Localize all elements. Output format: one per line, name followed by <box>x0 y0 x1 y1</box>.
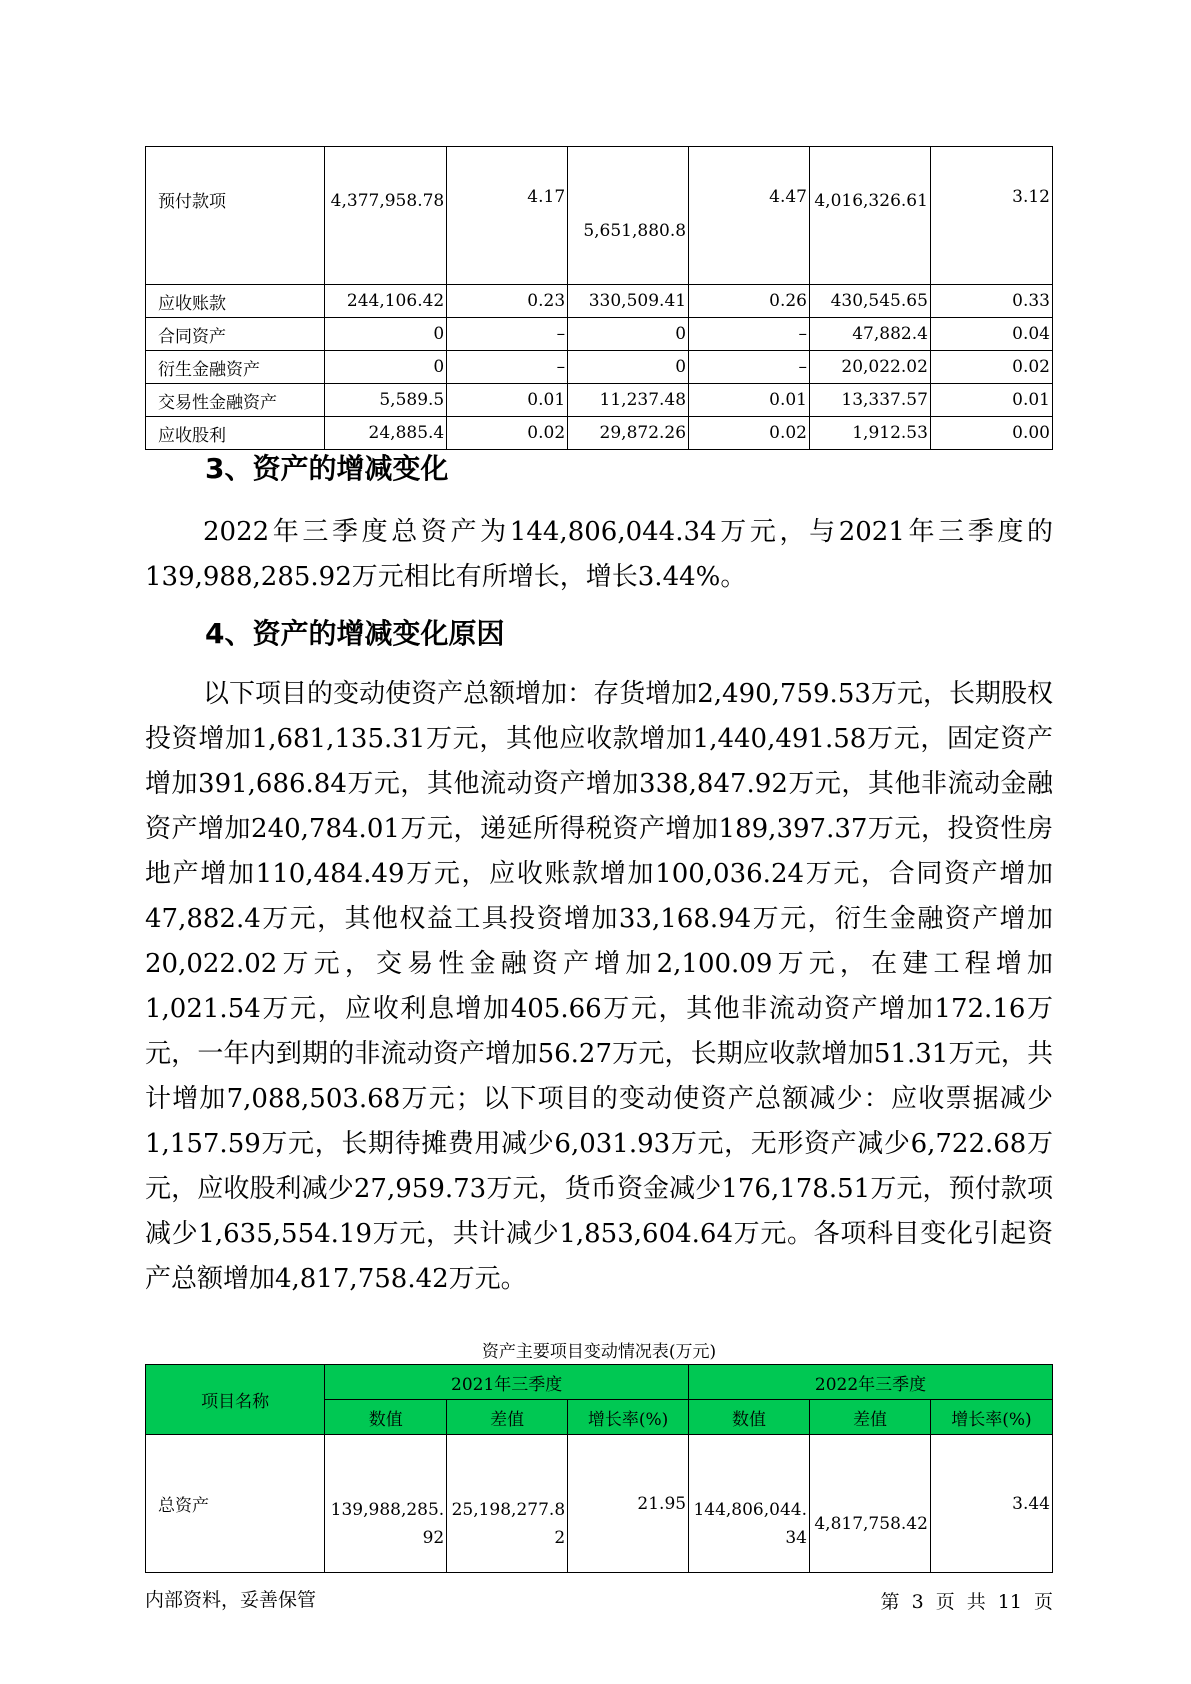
cell-value-2020: 0 <box>325 318 447 351</box>
asset-items-table <box>145 146 1053 450</box>
asset-change-table <box>145 1364 1053 1573</box>
header-diff-1: 差值 <box>447 1400 568 1435</box>
cell-ratio-2022: 0.00 <box>930 417 1052 450</box>
cell-ratio-2021: 4.47 <box>689 147 810 285</box>
header-item-name: 项目名称 <box>146 1365 325 1435</box>
cell-value-2021: 0 <box>568 351 689 384</box>
cell-ratio-2020: – <box>447 351 568 384</box>
header-rate-2: 增长率(%) <box>930 1400 1052 1435</box>
cell-ratio-2021: – <box>689 351 810 384</box>
row-rate-1: 21.95 <box>568 1435 689 1573</box>
row-name: 合同资产 <box>146 318 325 351</box>
cell-value-2022: 20,022.02 <box>810 351 931 384</box>
cell-ratio-2022: 0.04 <box>930 318 1052 351</box>
header-value-1: 数值 <box>325 1400 447 1435</box>
row-value-1: 139,988,285.92 <box>325 1435 447 1573</box>
table-row <box>146 318 1053 351</box>
table-row <box>146 1435 1053 1573</box>
row-name: 应收账款 <box>146 285 325 318</box>
cell-ratio-2022: 0.33 <box>930 285 1052 318</box>
cell-value-2022: 1,912.53 <box>810 417 931 450</box>
table-row <box>146 351 1053 384</box>
cell-ratio-2021: 0.02 <box>689 417 810 450</box>
cell-value-2022: 430,545.65 <box>810 285 931 318</box>
cell-value-2021: 11,237.48 <box>568 384 689 417</box>
cell-ratio-2020: – <box>447 318 568 351</box>
section-3-heading: 3、资产的增减变化 <box>205 452 449 485</box>
section-3-paragraph: 2022年三季度总资产为144,806,044.34万元，与2021年三季度的139,988,285.92万元相比有所增长，增长3.44%。 <box>145 517 1053 592</box>
cell-ratio-2021: – <box>689 318 810 351</box>
cell-value-2022: 47,882.4 <box>810 318 931 351</box>
row-rate-2: 3.44 <box>930 1435 1052 1573</box>
cell-ratio-2021: 0.01 <box>689 384 810 417</box>
cell-ratio-2022: 3.12 <box>930 147 1052 285</box>
section-4-paragraph: 以下项目的变动使资产总额增加：存货增加2,490,759.53万元，长期股权投资增加1,681,135.31万元，其他应收款增加1,440,491.58万元，固定资产增加391,686.84万元，其他流动资产增加338,847.92万元，其他非流动金融资产增加240,784.01万元，递延所得税资产增加189,397.37万元，投资性房地产增加110,484.49万元，应收账款增加100,036.24万元，合同资产增加47,882.4万元，其他权益工具投资增加33,168.94万元，衍生金融资产增加20,022.02万元，交易性金融资产增加2,100.09万元，在建工程增加1,021.54万元，应收利息增加405.66万元，其他非流动资产增加172.16万元，一年内到期的非流动资产增加56.27万元，长期应收款增加51.31万元，共计增加7,088,503.68万元；以下项目的变动使资产总额减少：应收票据减少1,157.59万元，长期待摊费用减少6,031.93万元，无形资产减少6,722.68万元，应收股利减少27,959.73万元，货币资金减少176,178.51万元，预付款项减少1,635,554.19万元，共计减少1,853,604.64万元。各项科目变化引起资产总额增加4,817,758.42万元。 <box>145 679 1053 1294</box>
cell-ratio-2020: 0.02 <box>447 417 568 450</box>
cell-value-2021: 330,509.41 <box>568 285 689 318</box>
row-name: 交易性金融资产 <box>146 384 325 417</box>
footer-page-number: 第 3 页 共 11 页 <box>880 1591 1053 1613</box>
cell-ratio-2020: 4.17 <box>447 147 568 285</box>
footer-confidential-note: 内部资料，妥善保管 <box>145 1589 317 1611</box>
header-period-2: 2022年三季度 <box>689 1365 1053 1400</box>
row-value-2: 144,806,044.34 <box>689 1435 810 1573</box>
cell-ratio-2021: 0.26 <box>689 285 810 318</box>
cell-value-2020: 5,589.5 <box>325 384 447 417</box>
cell-value-2022: 13,337.57 <box>810 384 931 417</box>
row-diff-1: 25,198,277.82 <box>447 1435 568 1573</box>
table-row <box>146 285 1053 318</box>
header-value-2: 数值 <box>689 1400 810 1435</box>
table-row <box>146 147 1053 285</box>
cell-value-2021: 29,872.26 <box>568 417 689 450</box>
cell-value-2020: 0 <box>325 351 447 384</box>
header-rate-1: 增长率(%) <box>568 1400 689 1435</box>
cell-ratio-2022: 0.02 <box>930 351 1052 384</box>
row-name: 应收股利 <box>146 417 325 450</box>
section-4-heading: 4、资产的增减变化原因 <box>205 617 505 650</box>
cell-value-2021: 0 <box>568 318 689 351</box>
header-period-1: 2021年三季度 <box>325 1365 689 1400</box>
header-diff-2: 差值 <box>810 1400 931 1435</box>
row-name: 总资产 <box>146 1435 325 1573</box>
row-name: 预付款项 <box>146 147 325 285</box>
cell-value-2020: 4,377,958.78 <box>325 147 447 285</box>
row-name: 衍生金融资产 <box>146 351 325 384</box>
cell-ratio-2022: 0.01 <box>930 384 1052 417</box>
cell-ratio-2020: 0.01 <box>447 384 568 417</box>
table-caption: 资产主要项目变动情况表(万元) <box>481 1342 717 1362</box>
cell-value-2021: 5,651,880.8 <box>568 147 689 285</box>
table-row <box>146 384 1053 417</box>
cell-value-2020: 24,885.4 <box>325 417 447 450</box>
table-row <box>146 417 1053 450</box>
cell-ratio-2020: 0.23 <box>447 285 568 318</box>
row-diff-2: 4,817,758.42 <box>810 1435 931 1573</box>
cell-value-2020: 244,106.42 <box>325 285 447 318</box>
cell-value-2022: 4,016,326.61 <box>810 147 931 285</box>
